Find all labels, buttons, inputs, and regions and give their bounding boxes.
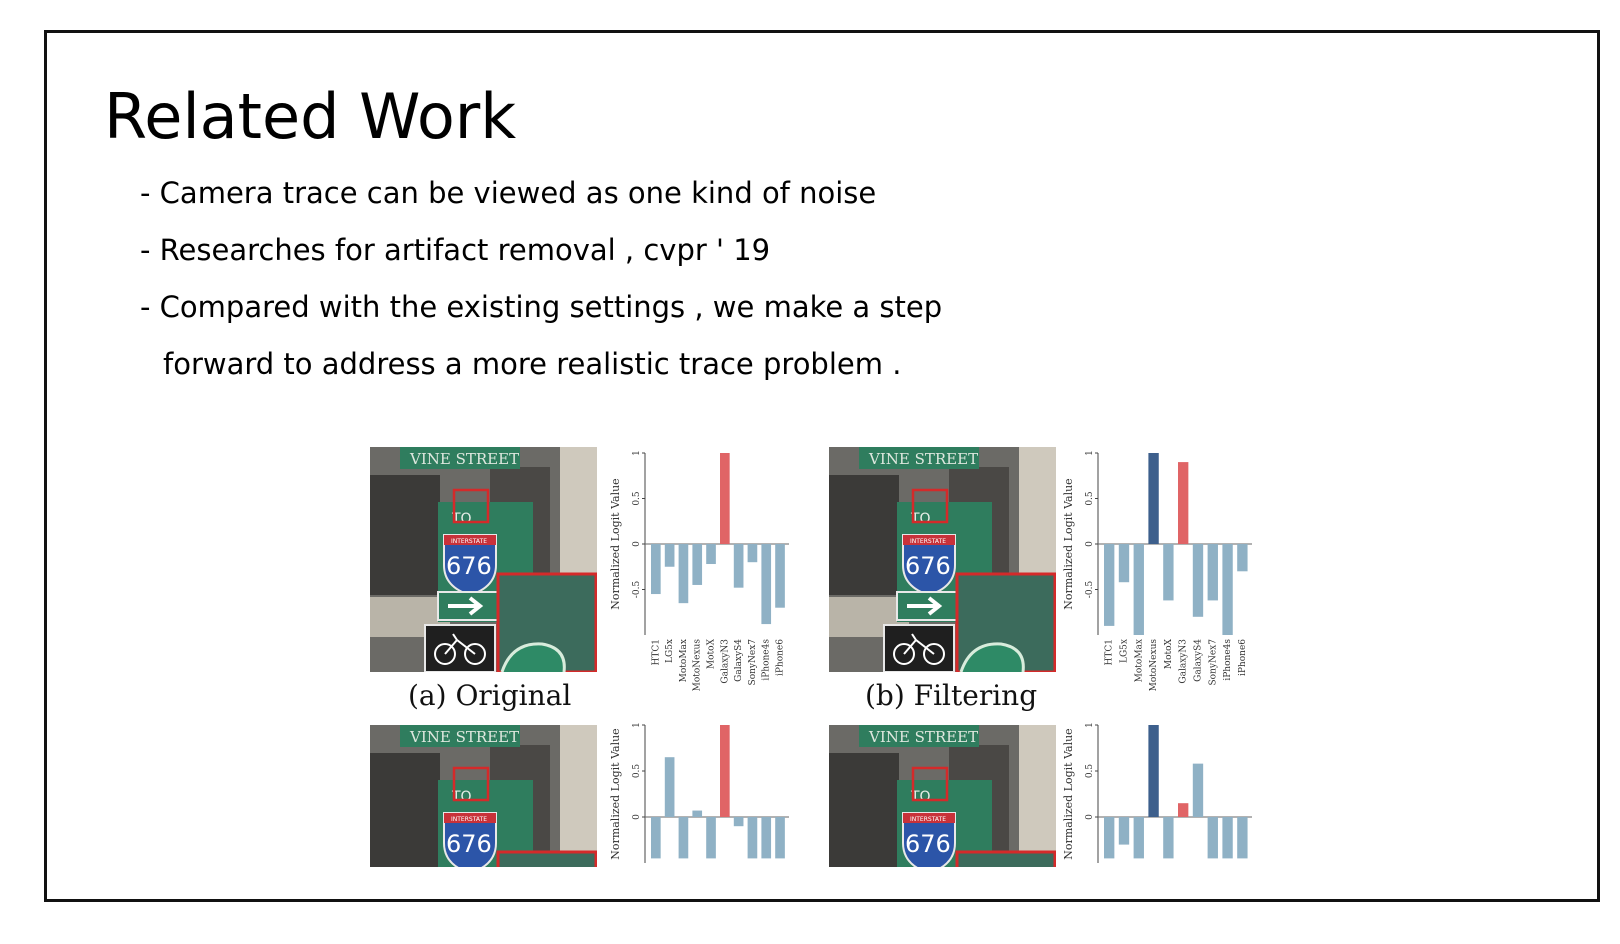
bar-MotoMax xyxy=(1134,544,1144,635)
bar-iPhone4s xyxy=(1222,544,1232,635)
shield-interstate-text: INTERSTATE xyxy=(451,538,487,545)
y-tick-label: 0.5 xyxy=(1085,763,1095,779)
bar-5 xyxy=(1178,803,1188,817)
chart-filtering-top xyxy=(1060,447,1260,697)
y-tick-label: 0 xyxy=(632,541,642,547)
x-tick-label: iPhone4s xyxy=(1223,639,1234,681)
zoom-inset xyxy=(957,852,1055,867)
shield-interstate-text: INTERSTATE xyxy=(910,538,946,545)
to-sign-text: TO xyxy=(911,511,931,527)
bar-9 xyxy=(775,817,785,858)
y-tick-label: 1 xyxy=(1085,722,1095,728)
bar-HTC1 xyxy=(651,544,661,594)
bar-MotoNexus xyxy=(692,544,702,585)
bar-3 xyxy=(692,811,702,817)
photo-drawing xyxy=(829,447,1056,672)
x-tick-label: GalaxyN3 xyxy=(1178,639,1189,684)
photo-filtering-bottom xyxy=(829,725,1056,867)
bar-4 xyxy=(1163,817,1173,858)
y-axis-label: Normalized Logit Value xyxy=(1062,728,1075,860)
photo-drawing xyxy=(370,447,597,672)
bar-MotoMax xyxy=(679,544,689,603)
x-tick-label: LG5x xyxy=(665,639,676,663)
bar-iPhone4s xyxy=(761,544,771,624)
bar-8 xyxy=(761,817,771,858)
bar-8 xyxy=(1222,817,1232,858)
photo-original-bottom xyxy=(370,725,597,867)
caption-filtering: (b) Filtering xyxy=(865,679,1038,712)
y-tick-label: 1 xyxy=(632,722,642,728)
x-tick-label: HTC1 xyxy=(1104,639,1115,666)
y-tick-label: 0 xyxy=(1085,541,1095,547)
x-tick-label: GalaxyS4 xyxy=(734,639,745,682)
bar-0 xyxy=(651,817,661,858)
slide-title: Related Work xyxy=(104,80,517,153)
bar-1 xyxy=(1119,817,1129,845)
bar-GalaxyN3 xyxy=(1178,462,1188,544)
y-tick-label: 0.5 xyxy=(632,491,642,506)
bar-GalaxyS4 xyxy=(734,544,744,588)
bar-SonyNex7 xyxy=(1208,544,1218,600)
chart-original-bottom xyxy=(607,719,797,867)
to-sign-text: TO xyxy=(452,789,472,805)
y-axis-label: Normalized Logit Value xyxy=(609,728,622,860)
bar-6 xyxy=(734,817,744,826)
y-axis-label: Normalized Logit Value xyxy=(609,478,622,610)
zoom-inset xyxy=(498,852,596,867)
y-tick-label: 0 xyxy=(1085,814,1095,820)
bar-4 xyxy=(706,817,716,858)
building-left xyxy=(829,753,899,867)
bar-7 xyxy=(748,817,758,858)
shield-interstate-text: INTERSTATE xyxy=(451,816,487,823)
y-tick-label: 0.5 xyxy=(1085,491,1095,506)
building-left xyxy=(370,475,440,595)
building-left xyxy=(829,475,899,595)
x-tick-label: SonyNex7 xyxy=(1208,639,1219,686)
x-tick-label: MotoMax xyxy=(678,639,689,683)
x-tick-label: HTC1 xyxy=(651,639,662,666)
bar-0 xyxy=(1104,817,1114,858)
street-sign-text: VINE STREET xyxy=(410,728,520,746)
y-axis-label: Normalized Logit Value xyxy=(1062,478,1075,610)
y-tick-label: -0.5 xyxy=(632,580,642,599)
x-tick-label: MotoMax xyxy=(1134,639,1145,683)
x-tick-label: iPhone6 xyxy=(775,639,786,676)
bar-7 xyxy=(1208,817,1218,858)
street-sign-text: VINE STREET xyxy=(869,728,979,746)
y-tick-label: 0 xyxy=(632,814,642,820)
y-tick-label: -0.5 xyxy=(1085,580,1095,599)
photo-drawing xyxy=(829,725,1056,867)
bar-GalaxyS4 xyxy=(1193,544,1203,617)
to-sign-text: TO xyxy=(452,511,472,527)
street-sign-text: VINE STREET xyxy=(410,450,520,468)
shield-route-text: 676 xyxy=(905,830,951,858)
caption-original: (a) Original xyxy=(408,679,572,712)
bar-MotoX xyxy=(1163,544,1173,600)
x-tick-label: iPhone6 xyxy=(1237,639,1248,676)
bar-3 xyxy=(1148,725,1158,817)
bar-5 xyxy=(720,725,730,817)
bar-MotoNexus xyxy=(1148,453,1158,544)
bar-SonyNex7 xyxy=(748,544,758,562)
bar-iPhone6 xyxy=(1237,544,1247,571)
bar-9 xyxy=(1237,817,1247,858)
x-tick-label: SonyNex7 xyxy=(747,639,758,686)
shield-route-text: 676 xyxy=(905,552,951,580)
shield-route-text: 676 xyxy=(446,552,492,580)
x-tick-label: MotoNexus xyxy=(692,639,703,692)
building-column xyxy=(1019,725,1056,867)
building-left xyxy=(370,753,440,867)
y-tick-label: 1 xyxy=(1085,450,1095,456)
x-tick-label: GalaxyS4 xyxy=(1193,639,1204,682)
bullet-camera-trace: - Camera trace can be viewed as one kind of noise xyxy=(140,176,877,210)
bar-LG5x xyxy=(665,544,675,567)
bar-6 xyxy=(1193,764,1203,817)
x-tick-label: MotoX xyxy=(1163,639,1174,670)
bar-LG5x xyxy=(1119,544,1129,582)
chart-original-top xyxy=(607,447,797,697)
bullet-compared-settings: - Compared with the existing settings , we make a step xyxy=(140,290,943,324)
to-sign-text: TO xyxy=(911,789,931,805)
x-tick-label: MotoX xyxy=(706,639,717,670)
bar-2 xyxy=(679,817,689,858)
bar-MotoX xyxy=(706,544,716,564)
bar-1 xyxy=(665,757,675,817)
bar-2 xyxy=(1134,817,1144,858)
x-tick-label: GalaxyN3 xyxy=(720,639,731,684)
x-tick-label: iPhone4s xyxy=(761,639,772,681)
x-tick-label: LG5x xyxy=(1119,639,1130,663)
photo-drawing xyxy=(370,725,597,867)
bullet-artifact-removal: - Researches for artifact removal , cvpr ' 19 xyxy=(140,233,771,267)
photo-original-top xyxy=(370,447,597,672)
bar-HTC1 xyxy=(1104,544,1114,626)
shield-route-text: 676 xyxy=(446,830,492,858)
y-tick-label: 0.5 xyxy=(632,763,642,779)
street-sign-text: VINE STREET xyxy=(869,450,979,468)
building-column xyxy=(560,725,597,867)
bar-iPhone6 xyxy=(775,544,785,608)
bullet-compared-settings-continued: forward to address a more realistic trace problem . xyxy=(163,347,902,381)
bar-GalaxyN3 xyxy=(720,453,730,544)
y-tick-label: 1 xyxy=(632,450,642,456)
shield-interstate-text: INTERSTATE xyxy=(910,816,946,823)
photo-filtering-top xyxy=(829,447,1056,672)
figure xyxy=(370,447,1280,867)
chart-filtering-bottom xyxy=(1060,719,1260,867)
x-tick-label: MotoNexus xyxy=(1149,639,1160,692)
